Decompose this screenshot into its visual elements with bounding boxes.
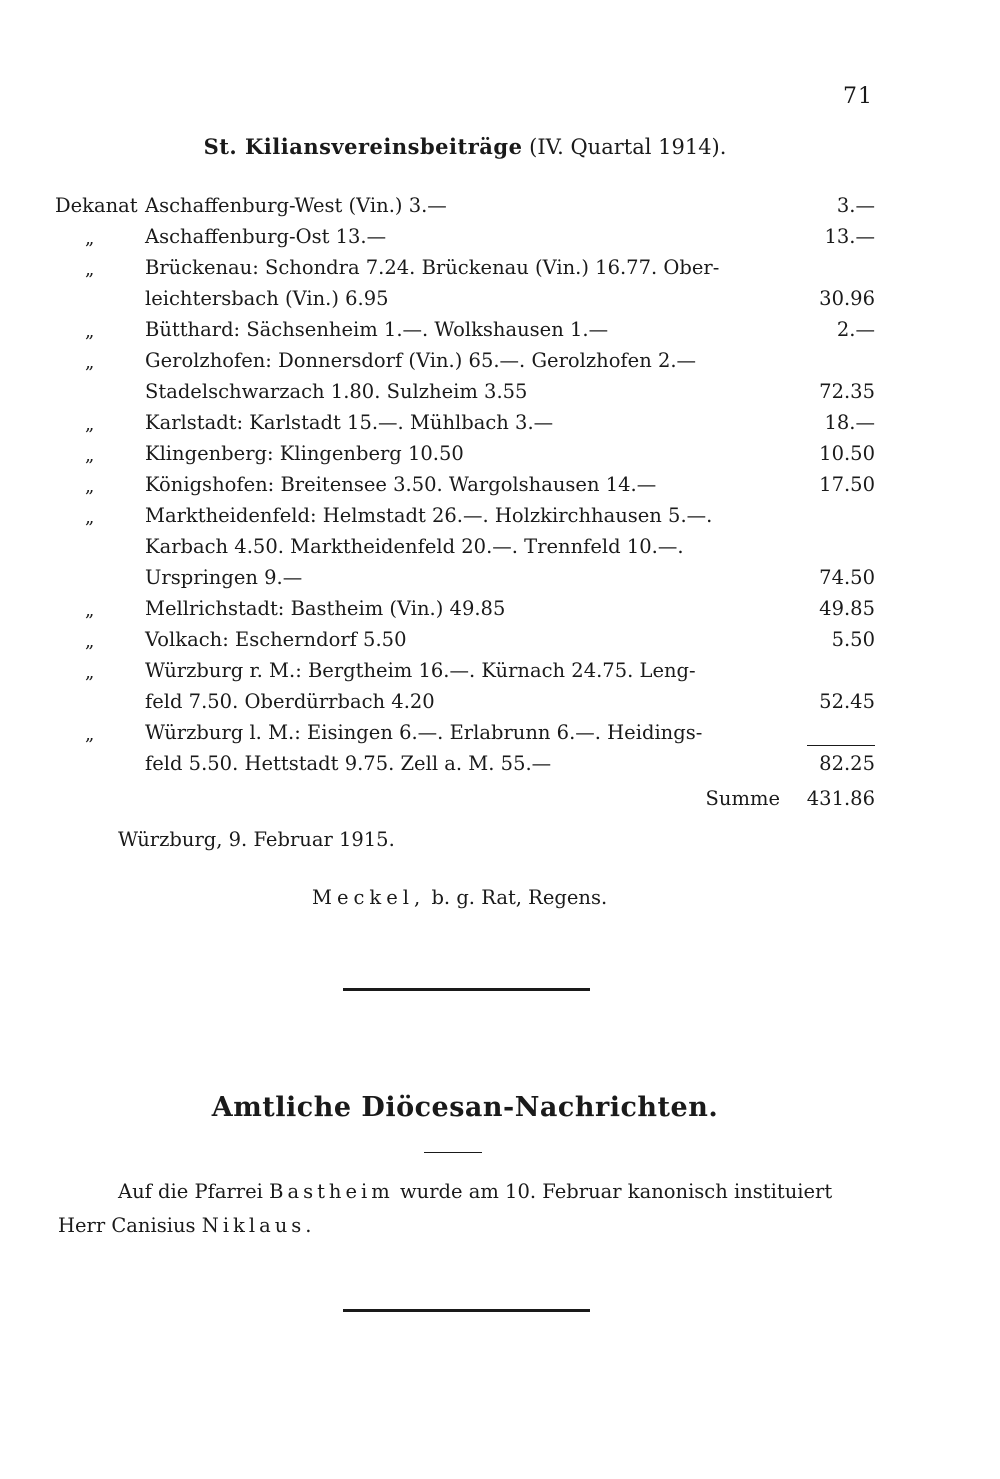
ledger-amount: 74.50 <box>819 566 875 589</box>
deanery-label: Dekanat <box>55 194 138 217</box>
ledger-line <box>55 221 875 252</box>
ledger-entry <box>55 500 875 593</box>
ledger-line <box>55 252 875 283</box>
section-divider-1 <box>343 988 590 991</box>
section-title <box>0 134 930 159</box>
notice-person: Niklaus. <box>201 1214 316 1237</box>
place-date: Würzburg, 9. Februar 1915. <box>118 828 395 851</box>
ledger-entry <box>55 624 875 655</box>
ledger-text: Marktheidenfeld: Helmstadt 26.—. Holzkirchhausen 5.—. <box>145 504 713 527</box>
ditto-mark: „ <box>85 662 95 683</box>
ledger-text: Königshofen: Breitensee 3.50. Wargolshausen 14.— <box>145 473 657 496</box>
ledger-line <box>55 686 875 717</box>
ditto-mark: „ <box>85 321 95 342</box>
ledger-text: Aschaffenburg-Ost 13.— <box>145 225 387 248</box>
ledger-amount: 49.85 <box>819 597 875 620</box>
ledger-entry <box>55 190 875 221</box>
ledger-text: Würzburg r. M.: Bergtheim 16.—. Kürnach 24.75. Leng- <box>145 659 696 682</box>
heading-underline <box>424 1152 482 1153</box>
ledger-line <box>55 531 875 562</box>
section-title-period: (IV. Quartal 1914). <box>529 135 727 159</box>
ditto-mark: „ <box>85 414 95 435</box>
ledger-amount: 13.— <box>824 225 875 248</box>
ledger-text: feld 7.50. Oberdürrbach 4.20 <box>145 690 435 713</box>
ditto-mark: „ <box>85 352 95 373</box>
ledger-amount: 72.35 <box>819 380 875 403</box>
ledger-line <box>55 345 875 376</box>
ledger-entry <box>55 655 875 717</box>
ledger-line <box>55 562 875 593</box>
ledger-entry <box>55 314 875 345</box>
ledger-amount: 3.— <box>836 194 875 217</box>
signature <box>312 886 607 909</box>
ledger-line <box>55 593 875 624</box>
ledger-text: Aschaffenburg-West (Vin.) 3.— <box>145 194 447 217</box>
ledger-line <box>55 376 875 407</box>
ledger-text: Brückenau: Schondra 7.24. Brückenau (Vin.) 16.77. Ober- <box>145 256 720 279</box>
notice-place: Bastheim <box>269 1180 394 1203</box>
ledger-line <box>55 190 875 221</box>
ledger-entry <box>55 469 875 500</box>
ledger-line <box>55 500 875 531</box>
notice-part1: Auf die Pfarrei <box>118 1180 263 1203</box>
ledger-entry <box>55 438 875 469</box>
ledger-text: Karbach 4.50. Marktheidenfeld 20.—. Trennfeld 10.—. <box>145 535 684 558</box>
ledger-line <box>55 748 875 779</box>
ledger-line <box>55 407 875 438</box>
ledger-text: feld 5.50. Hettstadt 9.75. Zell a. M. 55.— <box>145 752 552 775</box>
ditto-mark: „ <box>85 724 95 745</box>
ledger-line <box>55 438 875 469</box>
page-number: 71 <box>843 84 873 109</box>
ditto-mark: „ <box>85 445 95 466</box>
heading-diocesan-news: Amtliche Diöcesan-Nachrichten. <box>211 1092 719 1123</box>
ledger-line <box>55 469 875 500</box>
ledger-amount: 18.— <box>824 411 875 434</box>
ledger-text: Gerolzhofen: Donnersdorf (Vin.) 65.—. Gerolzhofen 2.— <box>145 349 697 372</box>
ditto-mark: „ <box>85 507 95 528</box>
contribution-ledger <box>55 190 875 814</box>
ledger-line <box>55 717 875 748</box>
sum-line <box>55 783 875 814</box>
ledger-line <box>55 655 875 686</box>
notice-paragraph <box>58 1175 878 1243</box>
ledger-entry <box>55 345 875 407</box>
ledger-entry <box>55 221 875 252</box>
ledger-amount: 17.50 <box>819 473 875 496</box>
ledger-amount: 2.— <box>836 318 875 341</box>
ledger-entry <box>55 593 875 624</box>
ledger-text: Würzburg l. M.: Eisingen 6.—. Erlabrunn 6.—. Heidings- <box>145 721 703 744</box>
ditto-mark: „ <box>85 228 95 249</box>
ledger-line <box>55 283 875 314</box>
ledger-text: Volkach: Escherndorf 5.50 <box>145 628 407 651</box>
ledger-amount: 30.96 <box>819 287 875 310</box>
section-divider-2 <box>343 1309 590 1312</box>
sum-label: Summe <box>705 787 780 810</box>
ledger-text: Bütthard: Sächsenheim 1.—. Wolkshausen 1.— <box>145 318 609 341</box>
ledger-line <box>55 624 875 655</box>
ledger-text: Klingenberg: Klingenberg 10.50 <box>145 442 464 465</box>
sum-value: 431.86 <box>806 787 875 810</box>
ledger-text: Stadelschwarzach 1.80. Sulzheim 3.55 <box>145 380 528 403</box>
ledger-entry <box>55 717 875 779</box>
ledger-text: Urspringen 9.— <box>145 566 303 589</box>
ditto-mark: „ <box>85 600 95 621</box>
ledger-entry <box>55 407 875 438</box>
ledger-amount: 5.50 <box>831 628 875 651</box>
ledger-line <box>55 314 875 345</box>
ledger-amount: 82.25 <box>819 748 875 779</box>
signature-name: Meckel, <box>312 886 426 909</box>
signature-title: b. g. Rat, Regens. <box>431 886 608 909</box>
ledger-amount: 52.45 <box>819 690 875 713</box>
ledger-text: leichtersbach (Vin.) 6.95 <box>145 287 389 310</box>
ditto-mark: „ <box>85 259 95 280</box>
section-title-bold: St. Kiliansvereinsbeiträge <box>203 134 523 159</box>
ditto-mark: „ <box>85 631 95 652</box>
ledger-amount: 10.50 <box>819 442 875 465</box>
notice-part3: Herr Canisius <box>58 1214 196 1237</box>
notice-part2: wurde am 10. Februar kanonisch instituiert <box>399 1180 833 1203</box>
ledger-text: Mellrichstadt: Bastheim (Vin.) 49.85 <box>145 597 506 620</box>
ledger-text: Karlstadt: Karlstadt 15.—. Mühlbach 3.— <box>145 411 554 434</box>
ditto-mark: „ <box>85 476 95 497</box>
ledger-entry <box>55 252 875 314</box>
